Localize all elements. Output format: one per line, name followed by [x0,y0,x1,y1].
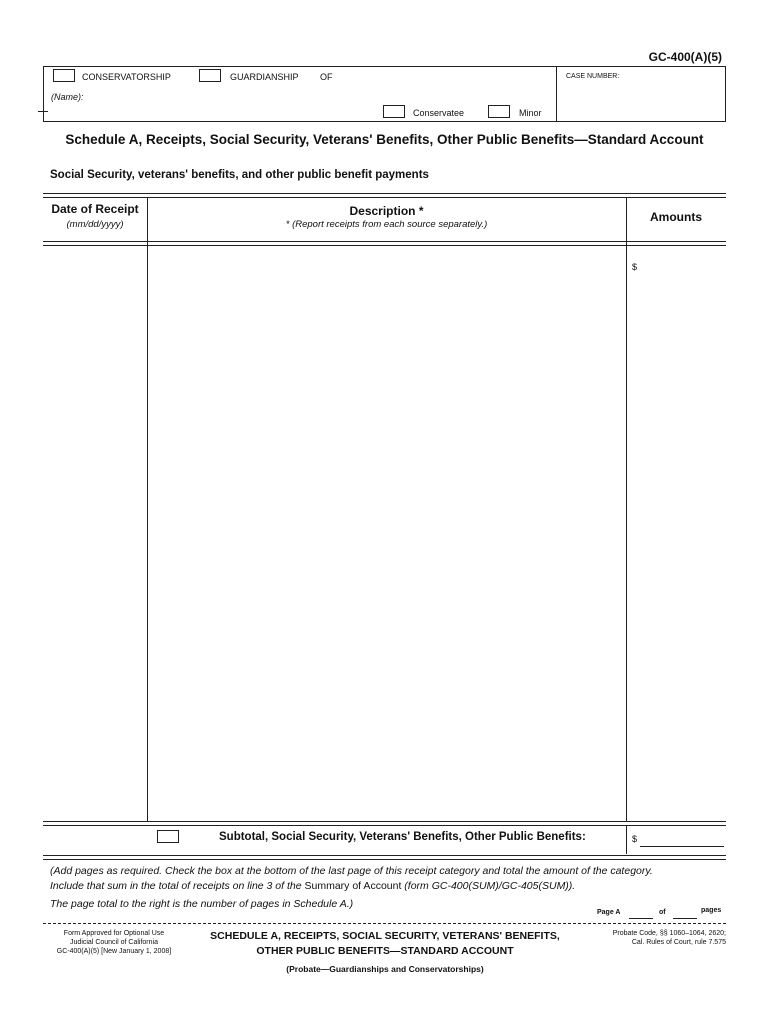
name-field[interactable] [95,88,550,102]
table-bottom-rule [43,821,726,822]
case-number-label: CASE NUMBER: [566,73,620,80]
date-column-subheader: (mm/dd/yyyy) [66,219,124,230]
table-top-rule-2 [43,197,726,198]
footer-left-line-2: Judicial Council of California [70,939,158,946]
amounts-column-header: Amounts [650,210,702,224]
caption-divider [556,66,557,122]
subtotal-checkbox[interactable] [157,830,179,843]
conservatee-label: Conservatee [413,108,465,118]
conservatorship-checkbox[interactable] [53,69,75,82]
section-heading: Social Security, veterans' benefits, and other public benefit payments [50,169,429,181]
amounts-column-divider [626,197,627,821]
subtotal-dollar-sign: $ [632,834,638,844]
table-top-rule [43,193,726,194]
summary-of-account-text: Summary of Account [304,880,402,892]
instructions-line-2 [50,880,575,892]
subtotal-divider [626,826,627,854]
description-column-subheader: * (Report receipts from each source separately.) [285,219,488,230]
instructions-line-1: (Add pages as required. Check the box at the bottom of the last page of this receipt category and total the amount of the category. [50,865,653,877]
header-bottom-rule [43,241,726,242]
amount-entry-area[interactable] [640,250,724,818]
form-id: GC-400(A)(5) [648,50,722,64]
guardianship-checkbox[interactable] [199,69,221,82]
instructions-line-3: The page total to the right is the number of pages in Schedule A.) [50,898,354,910]
minor-checkbox[interactable] [488,105,510,118]
amount-dollar-sign: $ [632,262,638,272]
page-total-field[interactable] [673,918,697,919]
footer-left-line-1: Form Approved for Optional Use [63,930,165,937]
name-tick [38,111,48,112]
date-column-header: Date of Receipt [51,202,139,216]
page-of-label: of [659,909,666,916]
footer-title-line-2: OTHER PUBLIC BENEFITS—STANDARD ACCOUNT [256,945,514,957]
header-bottom-rule-2 [43,245,726,246]
instructions-top-rule [43,855,726,856]
date-entry-area[interactable] [44,247,146,819]
guardianship-label: GUARDIANSHIP [230,72,299,82]
minor-label: Minor [519,108,542,118]
footer-rule [43,923,726,924]
conservatorship-label: CONSERVATORSHIP [82,72,171,82]
name-label: (Name): [51,92,84,102]
pages-label: pages [701,907,722,914]
subtotal-amount-line[interactable] [640,846,724,847]
footer-title-line-1: SCHEDULE A, RECEIPTS, SOCIAL SECURITY, VETERANS' BENEFITS, [210,930,560,942]
instructions-line-2a: Include that sum in the total of receipts on line 3 of the [50,880,305,892]
instructions-line-2c: (form GC-400(SUM)/GC-405(SUM)). [401,880,576,892]
of-label: OF [320,72,333,82]
page-title: Schedule A, Receipts, Social Security, Veterans' Benefits, Other Public Benefits—Standard Account [65,132,704,147]
subtotal-label: Subtotal, Social Security, Veterans' Benefits, Other Public Benefits: [219,831,586,843]
description-column-header: Description * [349,204,424,218]
footer-left-line-3: GC-400(A)(5) [New January 1, 2008] [56,948,172,955]
instructions-top-rule-2 [43,859,726,860]
page-number-field[interactable] [629,918,653,919]
footer-right-line-2: Cal. Rules of Court, rule 7.575 [631,939,726,946]
conservatee-checkbox[interactable] [383,105,405,118]
page-label: Page A [597,909,621,916]
description-entry-area[interactable] [148,247,625,819]
case-number-field[interactable] [560,84,722,118]
footer-right-line-1: Probate Code, §§ 1060–1064, 2620; [612,930,726,937]
table-bottom-rule-2 [43,825,726,826]
footer-title-line-3: (Probate—Guardianships and Conservatorships) [286,964,484,974]
